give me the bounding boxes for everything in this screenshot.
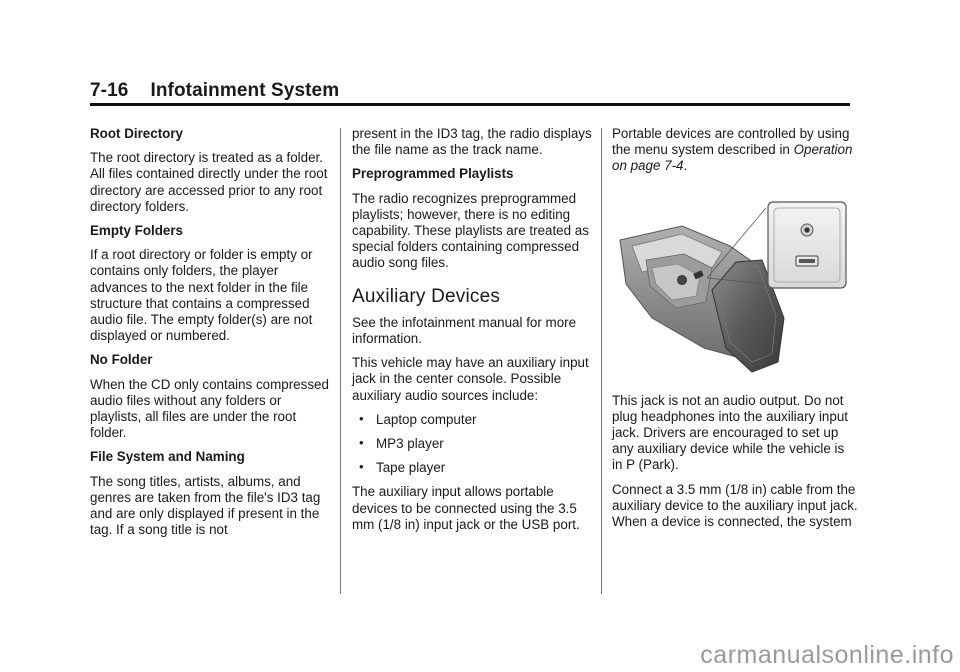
page-title	[90, 80, 850, 102]
paragraph	[612, 126, 858, 175]
list-item: • Laptop computer	[352, 412, 598, 428]
section-heading-auxiliary: Auxiliary Devices	[352, 285, 501, 307]
watermark: carmanualsonline.info	[700, 641, 954, 669]
aux-jack-icon	[678, 275, 687, 284]
subheading-empty-folders: Empty Folders	[90, 223, 184, 239]
page-number: 7-16	[90, 80, 129, 101]
paragraph: If a root directory or folder is empty or contains only folders, the player advances to the next folder in the file structure that contains a compressed audio file. The empty folder(s) are not displayed or numbered.	[90, 247, 313, 344]
page-reference-link[interactable]: Operation on page 7-4	[612, 142, 853, 174]
paragraph-text: Portable devices are controlled by using the menu system described in	[612, 126, 850, 158]
aux-jack-illustration	[612, 198, 852, 378]
paragraph: This jack is not an audio output. Do not plug headphones into the auxiliary input jack. Drivers are encouraged to set up any auxiliary device while the vehicle is in P (Park).	[612, 392, 848, 473]
paragraph: This vehicle may have an auxiliary input jack in the center console. Possible auxiliary audio sources include:	[352, 355, 589, 403]
column-divider	[340, 128, 341, 594]
paragraph: The radio recognizes preprogrammed playlists; however, there is no editing capability. These playlists are treated as special folders containing compressed audio song files.	[352, 190, 589, 271]
subheading-no-folder: No Folder	[90, 352, 153, 368]
header-rule	[90, 103, 850, 106]
paragraph: See the infotainment manual for more information.	[352, 314, 577, 347]
subheading-root-directory: Root Directory	[90, 126, 184, 141]
audio-source-list	[352, 412, 598, 477]
column-divider	[601, 128, 602, 594]
chapter-title: Infotainment System	[150, 80, 340, 101]
column-3	[612, 126, 858, 538]
console-illustration	[612, 198, 852, 378]
list-item: • MP3 player	[352, 436, 598, 452]
subheading-playlists: Preprogrammed Playlists	[352, 166, 514, 182]
paragraph: The auxiliary input allows portable devices to be connected using the 3.5 mm (1/8 in) input jack or the USB port.	[352, 484, 580, 532]
subheading-file-system: File System and Naming	[90, 449, 245, 465]
paragraph: The root directory is treated as a folder. All files contained directly under the root directory are accessed prior to any root directory folders.	[90, 150, 328, 214]
paragraph: The song titles, artists, albums, and genres are taken from the file's ID3 tag and are only displayed if present in the tag. If a song title is not	[90, 473, 321, 538]
column-2	[352, 126, 598, 541]
page-header	[90, 80, 850, 102]
column-1	[90, 126, 336, 546]
paragraph: When the CD only contains compressed audio files without any folders or playlists, all files are under the root folder.	[90, 376, 329, 441]
paragraph-text: .	[683, 158, 688, 174]
paragraph: Connect a 3.5 mm (1/8 in) cable from the auxiliary device to the auxiliary input jack. When a device is connected, the system	[612, 481, 858, 530]
paragraph: present in the ID3 tag, the radio displays the file name as the track name.	[352, 126, 592, 158]
list-item: • Tape player	[352, 460, 598, 476]
